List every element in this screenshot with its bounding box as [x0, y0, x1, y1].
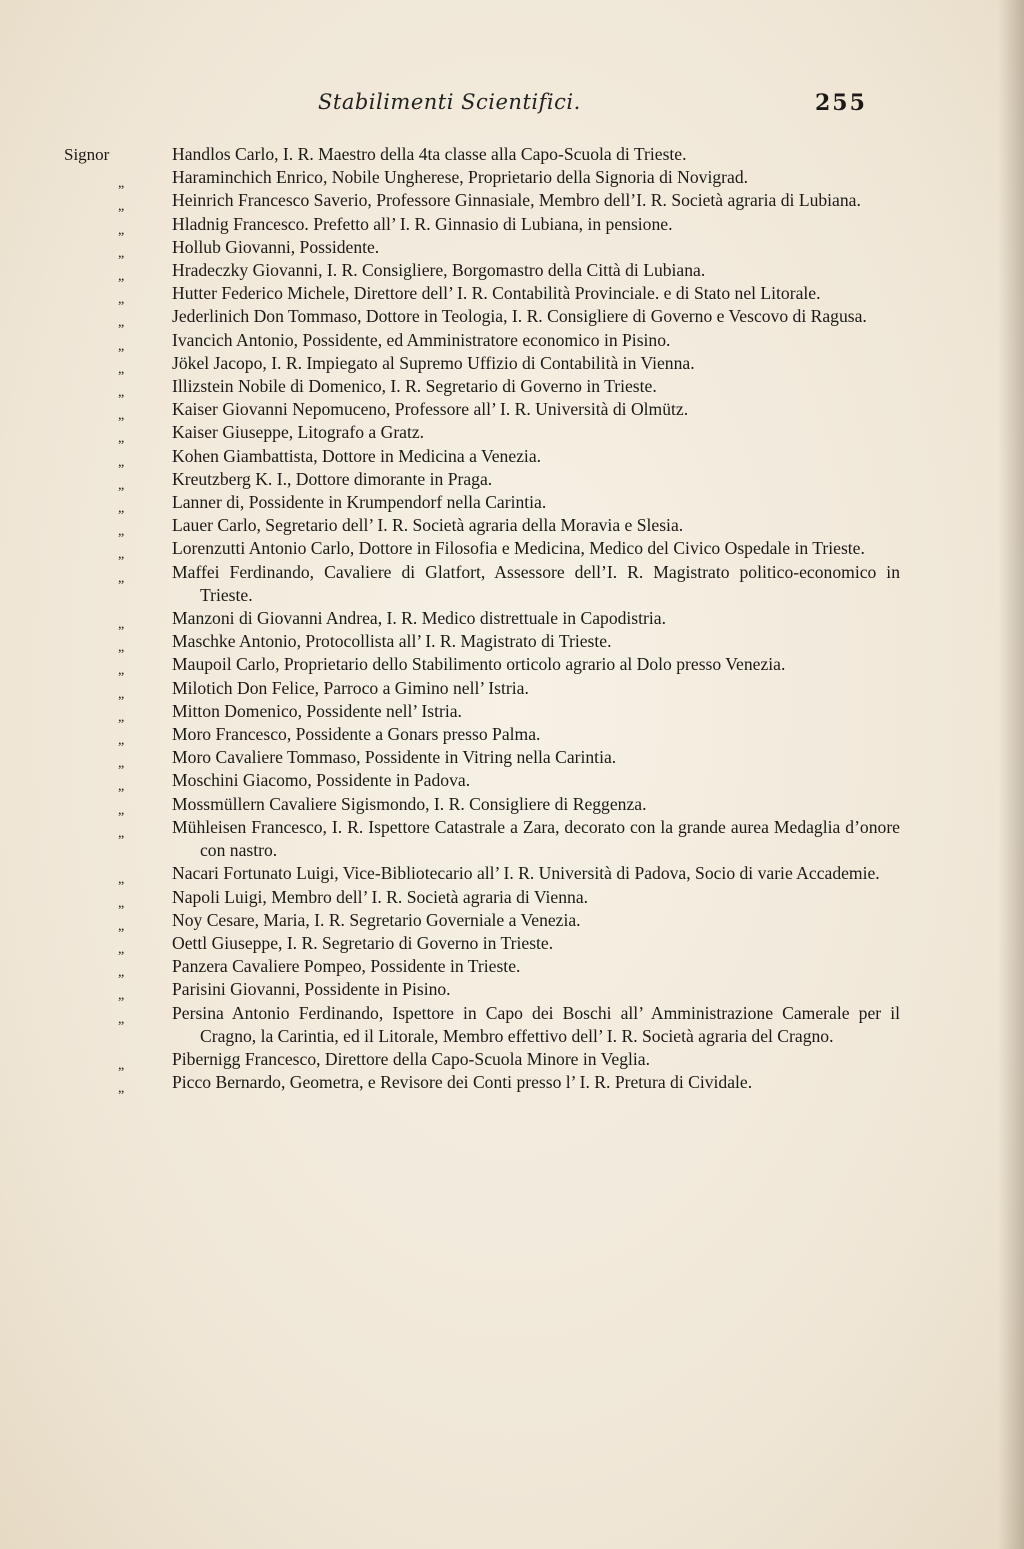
- list-entry: [80, 978, 900, 1004]
- ditto-mark: „: [118, 617, 125, 633]
- entry-text: Napoli Luigi, Membro dell’ I. R. Società agraria di Vienna.: [172, 886, 589, 907]
- entry-text: Picco Bernardo, Geometra, e Revisore dei Conti presso l’ I. R. Pretura di Cividale.: [172, 1072, 753, 1093]
- ditto-mark: „: [118, 640, 125, 656]
- list-entry: [80, 421, 900, 447]
- entry-text: Mühleisen Francesco, I. R. Ispettore Catastrale a Zara, decorato con la grande aurea Medaglia d’onore con nastro.: [172, 816, 900, 861]
- ditto-mark: „: [118, 222, 125, 238]
- ditto-mark: „: [118, 1081, 125, 1097]
- ditto-mark: „: [118, 385, 125, 401]
- page-gutter-shadow: [998, 0, 1024, 1549]
- ditto-mark: „: [118, 709, 125, 725]
- ditto-mark: „: [118, 1011, 125, 1027]
- ditto-mark: „: [118, 733, 125, 749]
- list-entry: [80, 1071, 900, 1097]
- running-title: Stabilimenti Scientifici.: [318, 90, 581, 114]
- ditto-mark: „: [118, 872, 125, 888]
- entry-text: Moschini Giacomo, Possidente in Padova.: [172, 770, 471, 791]
- ditto-mark: „: [118, 686, 125, 702]
- entry-text: Maupoil Carlo, Proprietario dello Stabilimento orticolo agrario al Dolo presso Venezia.: [172, 654, 786, 675]
- list-entry: [80, 769, 900, 795]
- ditto-mark: „: [118, 315, 125, 331]
- list-entry: [80, 468, 900, 491]
- ditto-mark: „: [118, 1057, 125, 1073]
- ditto-mark: „: [118, 756, 125, 772]
- ditto-mark: „: [118, 501, 125, 517]
- entry-text: Lanner di, Possidente in Krumpendorf nella Carintia.: [172, 492, 547, 513]
- entry-text: Kreutzberg K. I., Dottore dimorante in Praga.: [172, 468, 493, 489]
- ditto-mark: „: [118, 338, 125, 354]
- entry-text: Illizstein Nobile di Domenico, I. R. Segretario di Governo in Trieste.: [172, 376, 657, 397]
- entry-text: Hollub Giovanni, Possidente.: [172, 236, 380, 257]
- list-entry: [80, 282, 900, 308]
- ditto-mark: „: [118, 431, 125, 447]
- entry-text: Manzoni di Giovanni Andrea, I. R. Medico distrettuale in Capodistria.: [172, 608, 666, 629]
- list-entry: [80, 166, 900, 192]
- list-entry: [80, 862, 900, 888]
- entry-text: Hladnig Francesco. Prefetto all’ I. R. Ginnasio di Lubiana, in pensione.: [172, 213, 673, 234]
- entry-text: Ivancich Antonio, Possidente, ed Amministratore economico in Pisino.: [172, 329, 671, 350]
- list-entry: [80, 189, 900, 215]
- ditto-mark: „: [118, 663, 125, 679]
- list-entry: [80, 1048, 900, 1071]
- list-entry: [80, 1002, 900, 1048]
- entry-text: Mitton Domenico, Possidente nell’ Istria.: [172, 700, 462, 721]
- ditto-mark: „: [118, 361, 125, 377]
- entry-text: Noy Cesare, Maria, I. R. Segretario Governiale a Venezia.: [172, 909, 581, 930]
- entry-text: Parisini Giovanni, Possidente in Pisino.: [172, 979, 451, 1000]
- ditto-mark: „: [118, 802, 125, 818]
- ditto-mark: „: [118, 408, 125, 424]
- entry-text: Haraminchich Enrico, Nobile Ungherese, Proprietario della Signoria di Novigrad.: [172, 167, 749, 188]
- ditto-mark: „: [118, 176, 125, 192]
- ditto-mark: „: [118, 292, 125, 308]
- list-entry: [80, 723, 900, 749]
- entry-text: Heinrich Francesco Saverio, Professore Ginnasiale, Membro dell’I. R. Società agraria di Lubiana.: [172, 190, 861, 211]
- entry-text: Pibernigg Francesco, Direttore della Capo-Scuola Minore in Veglia.: [172, 1048, 651, 1069]
- list-entry: [80, 816, 900, 862]
- list-entry: [80, 375, 900, 401]
- ditto-mark: „: [118, 941, 125, 957]
- list-entry: [80, 909, 900, 932]
- ditto-mark: „: [118, 477, 125, 493]
- list-entry: [64, 143, 900, 166]
- entry-text: Lorenzutti Antonio Carlo, Dottore in Filosofia e Medicina, Medico del Civico Ospedale in Trieste.: [172, 538, 865, 559]
- list-entry: [80, 630, 900, 656]
- list-entry: [80, 259, 900, 285]
- ditto-mark: „: [118, 454, 125, 470]
- entry-text: Nacari Fortunato Luigi, Vice-Bibliotecario all’ I. R. Università di Padova, Socio di varie Accademie.: [172, 863, 880, 884]
- list-entry: [80, 329, 900, 352]
- page-header: [0, 90, 1024, 124]
- list-entry: [80, 305, 900, 331]
- ditto-mark: „: [118, 570, 125, 586]
- entry-text: Handlos Carlo, I. R. Maestro della 4ta classe alla Capo-Scuola di Trieste.: [172, 144, 687, 164]
- entry-text: Panzera Cavaliere Pompeo, Possidente in Trieste.: [172, 956, 521, 977]
- entry-text: Persina Antonio Ferdinando, Ispettore in Capo dei Boschi all’ Amministrazione Camerale per il Cragno, la Carintia, ed il Litorale, Membro effettivo dell’ I. R. Società agraria del Cragno.: [172, 1002, 900, 1046]
- list-entry: [80, 514, 900, 540]
- page-number: 255: [815, 90, 867, 116]
- list-entry: [80, 955, 900, 981]
- entry-text: Jederlinich Don Tommaso, Dottore in Teologia, I. R. Consigliere di Governo e Vescovo di Ragusa.: [172, 306, 867, 327]
- ditto-mark: „: [118, 269, 125, 285]
- list-entry: [80, 746, 900, 772]
- list-entry: [80, 793, 900, 816]
- ditto-mark: „: [118, 779, 125, 795]
- list-entry: [80, 537, 900, 563]
- entry-text: Milotich Don Felice, Parroco a Gimino nell’ Istria.: [172, 677, 529, 698]
- entry-text: Lauer Carlo, Segretario dell’ I. R. Società agraria della Moravia e Slesia.: [172, 515, 684, 536]
- list-entry: [80, 886, 900, 909]
- list-entry: [80, 607, 900, 633]
- entry-text: Moro Francesco, Possidente a Gonars presso Palma.: [172, 724, 541, 745]
- list-entry: [80, 352, 900, 375]
- entry-text: Kaiser Giuseppe, Litografo a Gratz.: [172, 422, 425, 443]
- entry-text: Oettl Giuseppe, I. R. Segretario di Governo in Trieste.: [172, 932, 554, 953]
- list-entry: [80, 236, 900, 259]
- list-entry: [80, 445, 900, 468]
- entry-text: Kaiser Giovanni Nepomuceno, Professore all’ I. R. Università di Olmütz.: [172, 399, 689, 420]
- entry-text: Moro Cavaliere Tommaso, Possidente in Vitring nella Carintia.: [172, 747, 617, 768]
- list-entry: [80, 932, 900, 955]
- list-entry: [80, 677, 900, 700]
- list-entry: [80, 653, 900, 679]
- ditto-mark: „: [118, 918, 125, 934]
- entry-text: Hutter Federico Michele, Direttore dell’ I. R. Contabilità Provinciale. e di Stato nel Litorale.: [172, 283, 821, 304]
- entry-text: Mossmüllern Cavaliere Sigismondo, I. R. Consigliere di Reggenza.: [172, 793, 647, 814]
- ditto-mark: „: [118, 895, 125, 911]
- entry-text: Maffei Ferdinando, Cavaliere di Glatfort, Assessore dell’I. R. Magistrato politico-economico in Trieste.: [172, 561, 900, 605]
- ditto-mark: „: [118, 825, 125, 841]
- ditto-mark: „: [118, 965, 125, 981]
- ditto-mark: „: [118, 199, 125, 215]
- entry-text: Jökel Jacopo, I. R. Impiegato al Supremo Uffizio di Contabilità in Vienna.: [172, 352, 695, 373]
- list-entry: [80, 561, 900, 607]
- list-entry: [80, 213, 900, 236]
- list-entry: [80, 491, 900, 517]
- entry-text: Kohen Giambattista, Dottore in Medicina a Venezia.: [172, 445, 542, 466]
- entry-title-marker: Signor: [64, 145, 110, 164]
- ditto-mark: „: [118, 524, 125, 540]
- member-list: [64, 143, 900, 1097]
- list-entry: [80, 700, 900, 723]
- entry-text: Maschke Antonio, Protocollista all’ I. R. Magistrato di Trieste.: [172, 631, 612, 652]
- ditto-mark: „: [118, 547, 125, 563]
- ditto-mark: „: [118, 245, 125, 261]
- entry-text: Hradeczky Giovanni, I. R. Consigliere, Borgomastro della Città di Lubiana.: [172, 260, 706, 281]
- list-entry: [80, 398, 900, 424]
- ditto-mark: „: [118, 988, 125, 1004]
